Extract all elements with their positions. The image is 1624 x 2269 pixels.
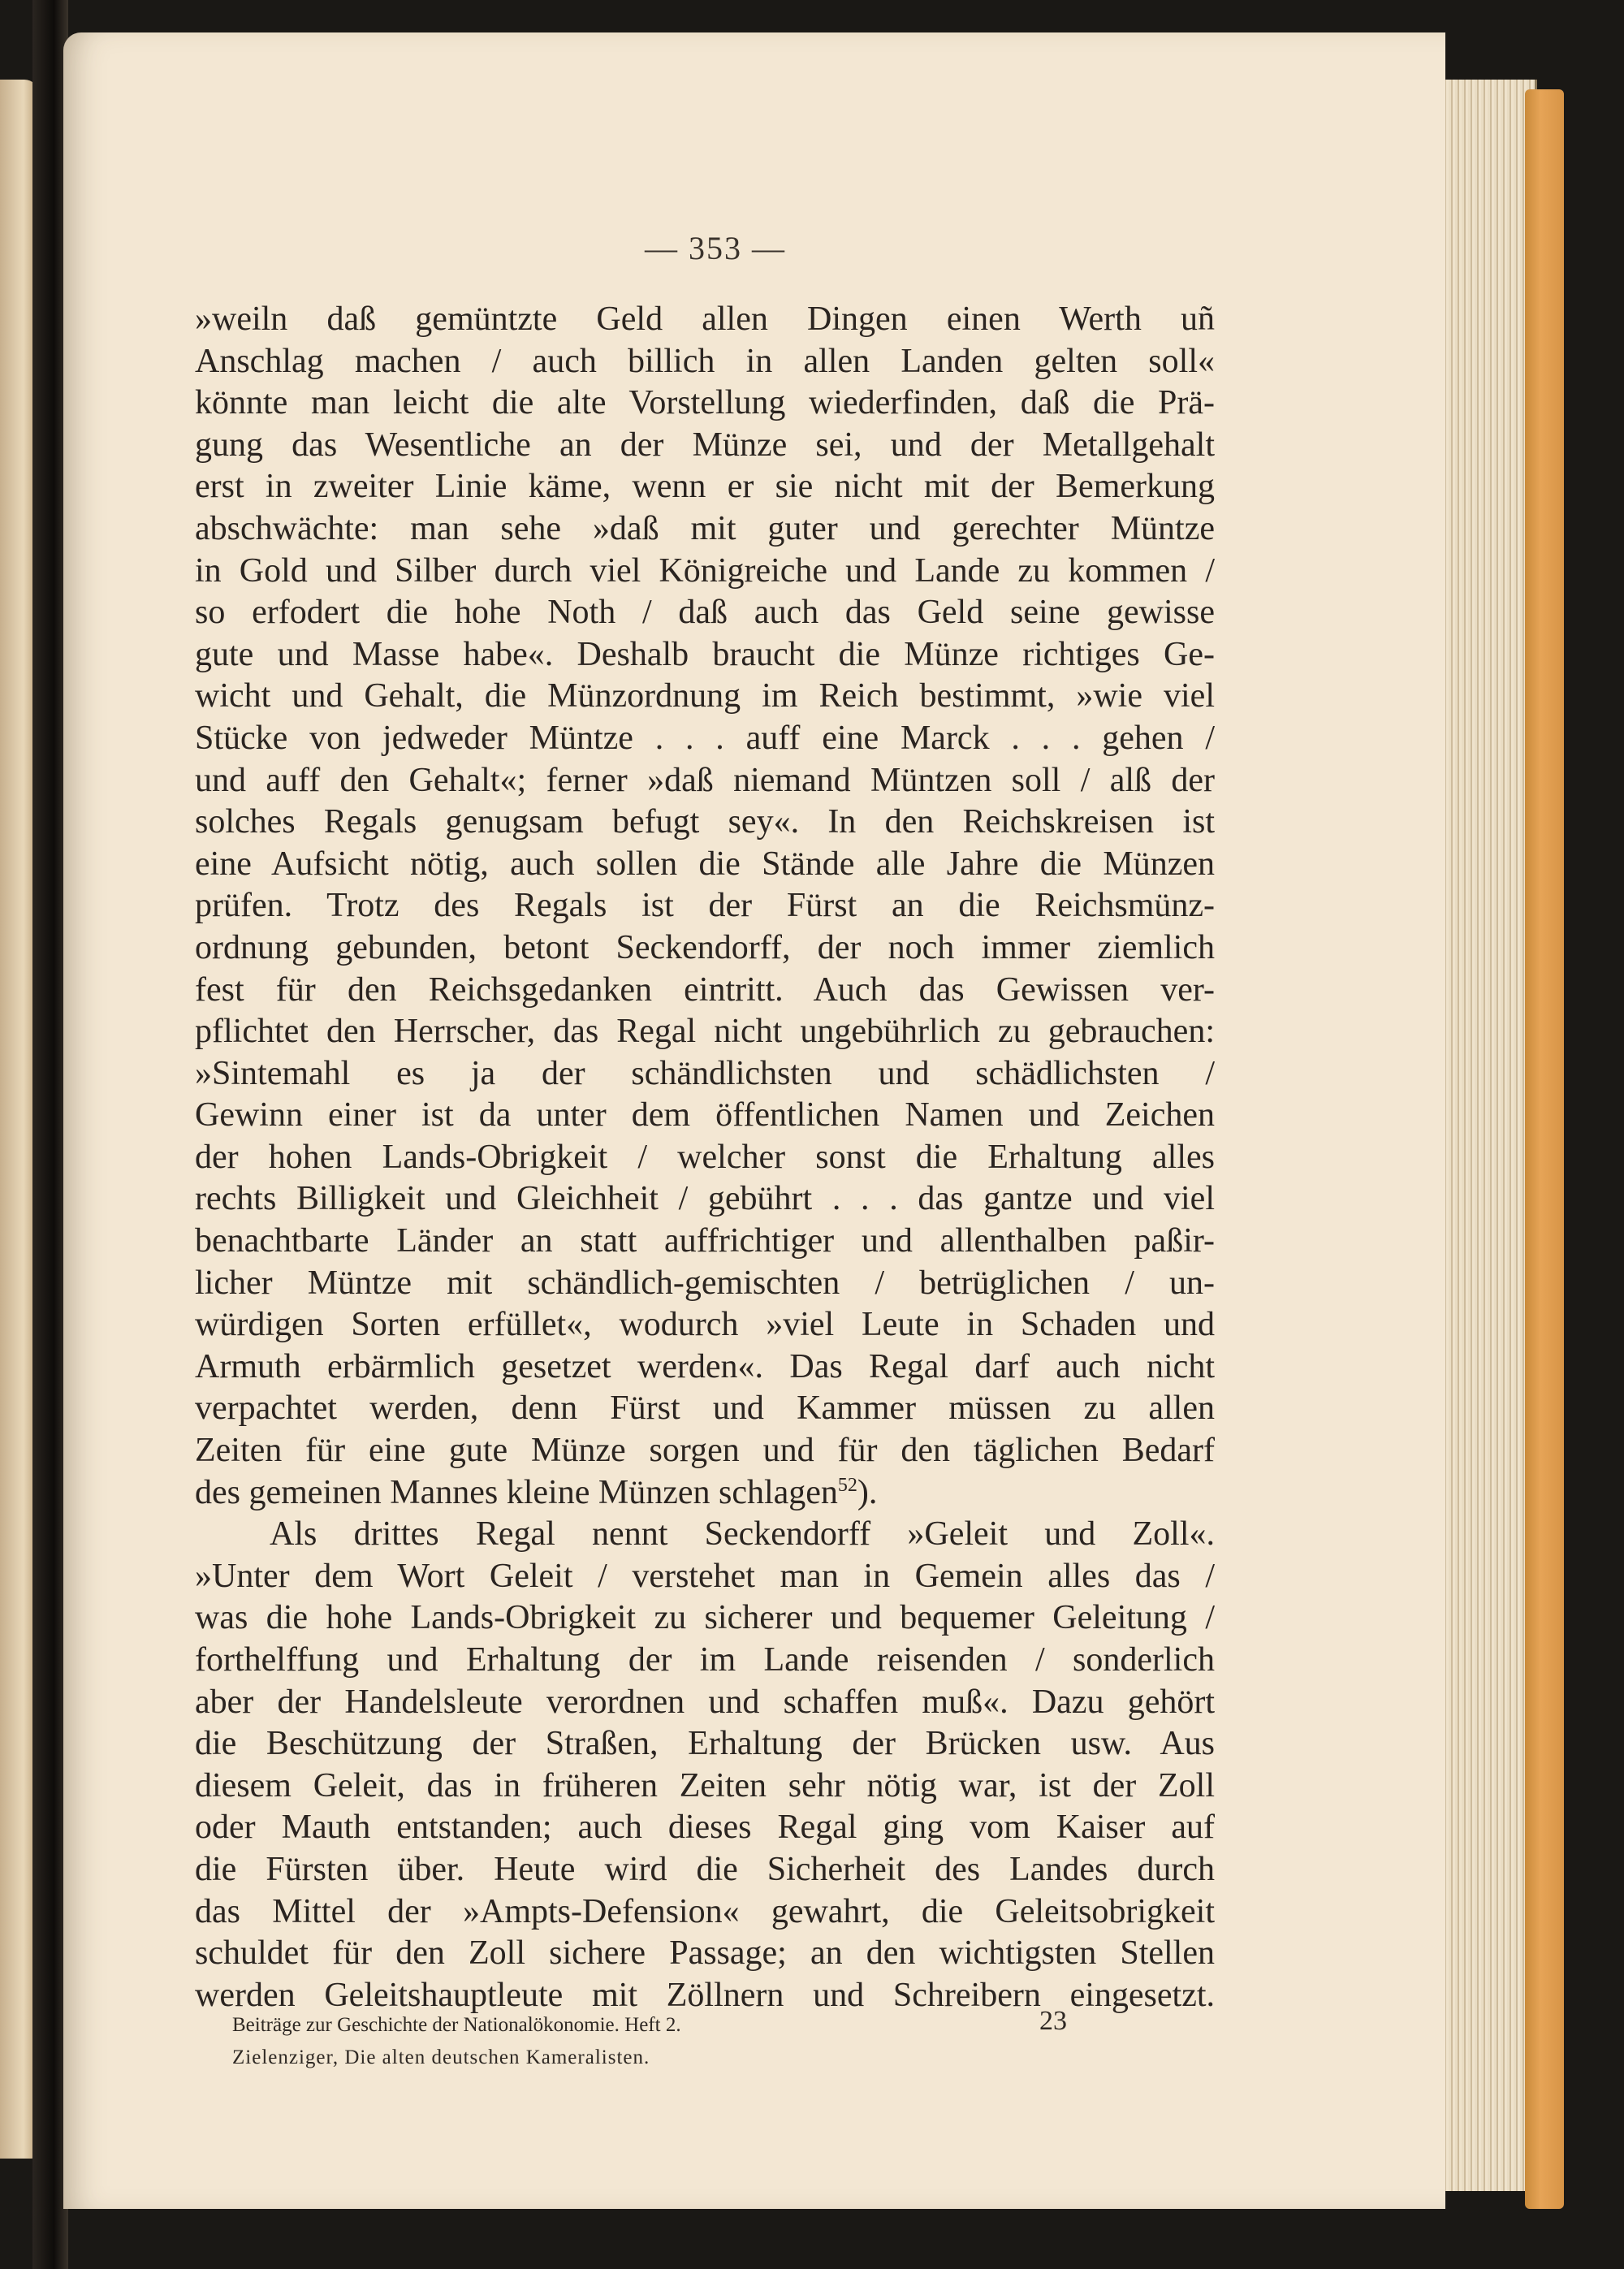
text-line: Armuth erbärmlich gesetzet werden«. Das Regal darf auch nicht bbox=[195, 1347, 1215, 1385]
text-line: Stücke von jedweder Müntze . . . auff eine Marck . . . gehen / bbox=[195, 719, 1215, 757]
text-line: fest für den Reichsgedanken eintritt. Auch das Gewissen ver- bbox=[195, 970, 1215, 1009]
text-line: eine Aufsicht nötig, auch sollen die Stände alle Jahre die Münzen bbox=[195, 845, 1215, 883]
body-text bbox=[195, 299, 1215, 2016]
footnote-ref-close: ). bbox=[857, 1473, 878, 1511]
paragraph-start-line: Als drittes Regal nennt Seckendorff »Geleit und Zoll«. bbox=[270, 1515, 1215, 1554]
text-line: das Mittel der »Ampts-Defension« gewahrt, die Geleitsobrigkeit bbox=[195, 1892, 1215, 1930]
text-line: und auff den Gehalt«; ferner »daß niemand Müntzen soll / alß der bbox=[195, 761, 1215, 799]
text-line: diesem Geleit, das in früheren Zeiten sehr nötig war, ist der Zoll bbox=[195, 1766, 1215, 1804]
text-line: was die hohe Lands-Obrigkeit zu sicherer und bequemer Geleitung / bbox=[195, 1599, 1215, 1637]
signature-number: 23 bbox=[1039, 2006, 1067, 2036]
text-line: würdigen Sorten erfüllet«, wodurch »viel Leute in Schaden und bbox=[195, 1306, 1215, 1344]
text-line: »weiln daß gemüntzte Geld allen Dingen einen Werth uñ bbox=[195, 300, 1215, 338]
text-line: Zeiten für eine gute Münze sorgen und für den täglichen Bedarf bbox=[195, 1432, 1215, 1470]
text-line: die Fürsten über. Heute wird die Sicherheit des Landes durch bbox=[195, 1850, 1215, 1888]
text-line: rechts Billigkeit und Gleichheit / gebührt . . . das gantze und viel bbox=[195, 1180, 1215, 1218]
book-cover-edge bbox=[1525, 89, 1564, 2209]
text-line: erst in zweiter Linie käme, wenn er sie nicht mit der Bemerkung bbox=[195, 468, 1215, 506]
text-line: in Gold und Silber durch viel Königreiche und Lande zu kommen / bbox=[195, 551, 1215, 590]
text-line: werden Geleitshauptleute mit Zöllnern und Schreibern eingesetzt. bbox=[195, 1976, 1215, 2014]
text-line: forthelffung und Erhaltung der im Lande reisenden / sonderlich bbox=[195, 1641, 1215, 1679]
text-line: des gemeinen Mannes kleine Münzen schlagen bbox=[195, 1473, 838, 1511]
text-line: so erfodert die hohe Noth / daß auch das Geld seine gewisse bbox=[195, 594, 1215, 632]
signature-line-author: Zielenziger, Die alten deutschen Kameralisten. bbox=[232, 2046, 650, 2068]
text-line: abschwächte: man sehe »daß mit guter und gerechter Müntze bbox=[195, 509, 1215, 547]
text-line: schuldet für den Zoll sichere Passage; an den wichtigsten Stellen bbox=[195, 1934, 1215, 1973]
text-line: gute und Masse habe«. Deshalb braucht die Münze richtiges Ge- bbox=[195, 635, 1215, 673]
text-line: der hohen Lands-Obrigkeit / welcher sonst die Erhaltung alles bbox=[195, 1138, 1215, 1176]
text-line: aber der Handelsleute verordnen und schaffen muß«. Dazu gehört bbox=[195, 1683, 1215, 1721]
text-line: könnte man leicht die alte Vorstellung wiederfinden, daß die Prä- bbox=[195, 384, 1215, 422]
text-line: oder Mauth entstanden; auch dieses Regal ging vom Kaiser auf bbox=[195, 1809, 1215, 1847]
text-line: licher Müntze mit schändlich-gemischten / betrüglichen / un- bbox=[195, 1264, 1215, 1302]
text-line: Gewinn einer ist da unter dem öffentlichen Namen und Zeichen bbox=[195, 1096, 1215, 1134]
text-line: solches Regals genugsam befugt sey«. In den Reichskreisen ist bbox=[195, 803, 1215, 841]
footnote-ref: 52 bbox=[837, 1474, 857, 1496]
text-line: »Unter dem Wort Geleit / verstehet man in Gemein alles das / bbox=[195, 1557, 1215, 1595]
text-line: die Beschützung der Straßen, Erhaltung der Brücken usw. Aus bbox=[195, 1725, 1215, 1763]
text-line: benachtbarte Länder an statt auffrichtiger und allenthalben paßir- bbox=[195, 1222, 1215, 1260]
signature-line-series: Beiträge zur Geschichte der Nationalökonomie. Heft 2. bbox=[232, 2014, 681, 2036]
page-number: — 353 — bbox=[645, 230, 786, 266]
text-line: pflichtet den Herrscher, das Regal nicht ungebührlich zu gebrauchen: bbox=[195, 1013, 1215, 1051]
text-line: »Sintemahl es ja der schändlichsten und schädlichsten / bbox=[195, 1054, 1215, 1092]
text-line: ordnung gebunden, betont Seckendorff, der noch immer ziemlich bbox=[195, 928, 1215, 966]
text-line: gung das Wesentliche an der Münze sei, und der Metallgehalt bbox=[195, 426, 1215, 464]
text-line: prüfen. Trotz des Regals ist der Fürst an die Reichsmünz- bbox=[195, 887, 1215, 925]
text-line-with-footnote bbox=[195, 1472, 1215, 1515]
text-line: verpachtet werden, denn Fürst und Kammer müssen zu allen bbox=[195, 1389, 1215, 1428]
text-line: wicht und Gehalt, die Münzordnung im Reich bestimmt, »wie viel bbox=[195, 677, 1215, 715]
text-line: Anschlag machen / auch billich in allen Landen gelten soll« bbox=[195, 342, 1215, 380]
